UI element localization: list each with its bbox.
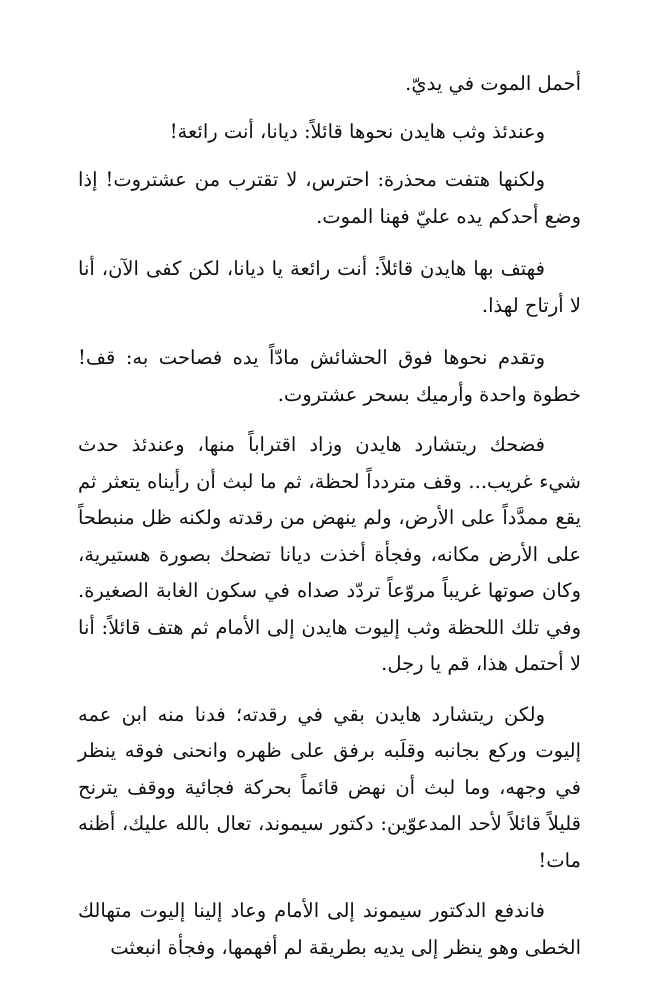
- paragraph-2: وعندئذ وثب هايدن نحوها قائلاً: ديانا، أنت رائعة!: [169, 119, 545, 143]
- paragraph-3: ولكنها هتفت محذرة: احترس، لا تقترب من عشتروت! إذا وضع أحدكم يده عليّ فهنا الموت.: [78, 168, 581, 228]
- paragraph-6: فضحك ريتشارد هايدن وزاد اقتراباً منها، وعندئذ حدث شيء غريب... وقف متردداً لحظة، ثم ما لبث أن رأيناه يتعثر ثم يقع ممدَّداً على الأرض، ولم ينهض من رقدته ولكنه ظل منبطحاً على الأرض مكانه، وفجأة أخذت ديانا تضحك بصورة هستيرية، وكان صوتها غريباً مروّعاً تردّد صداه في سكون الغابة الصغيرة. وفي تلك اللحظة وثب إليوت هايدن إلى الأمام ثم هتف قائلاً: أنا لا أحتمل هذا، قم يا رجل.: [78, 433, 581, 675]
- paragraph-5: وتقدم نحوها فوق الحشائش مادّاً يده فصاحت به: قف! خطوة واحدة وأرميك بسحر عشتروت.: [78, 346, 581, 406]
- paragraph-7: ولكن ريتشارد هايدن بقي في رقدته؛ فدنا منه ابن عمه إليوت وركع بجانبه وقلَبه برفق على ظهره وانحنى فوقه ينظر في وجهه، وما لبث أن نهض قائماً بحركة فجائية ووقف يترنح قليلاً قائلاً لأحد المدعوّين: دكتور سيموند، تعال بالله عليك، أظنه مات!: [78, 702, 581, 872]
- paragraph-1: أحمل الموت في يديّ.: [405, 72, 581, 95]
- paragraph-8: فاندفع الدكتور سيموند إلى الأمام وعاد إلينا إليوت متهالك الخطى وهو ينظر إلى يديه بطريقة لم أفهمها، وفجأة انبعثت: [78, 899, 581, 959]
- paragraph-4: فهتف بها هايدن قائلاً: أنت رائعة يا ديانا، لكن كفى الآن، أنا لا أرتاح لهذا.: [78, 257, 581, 317]
